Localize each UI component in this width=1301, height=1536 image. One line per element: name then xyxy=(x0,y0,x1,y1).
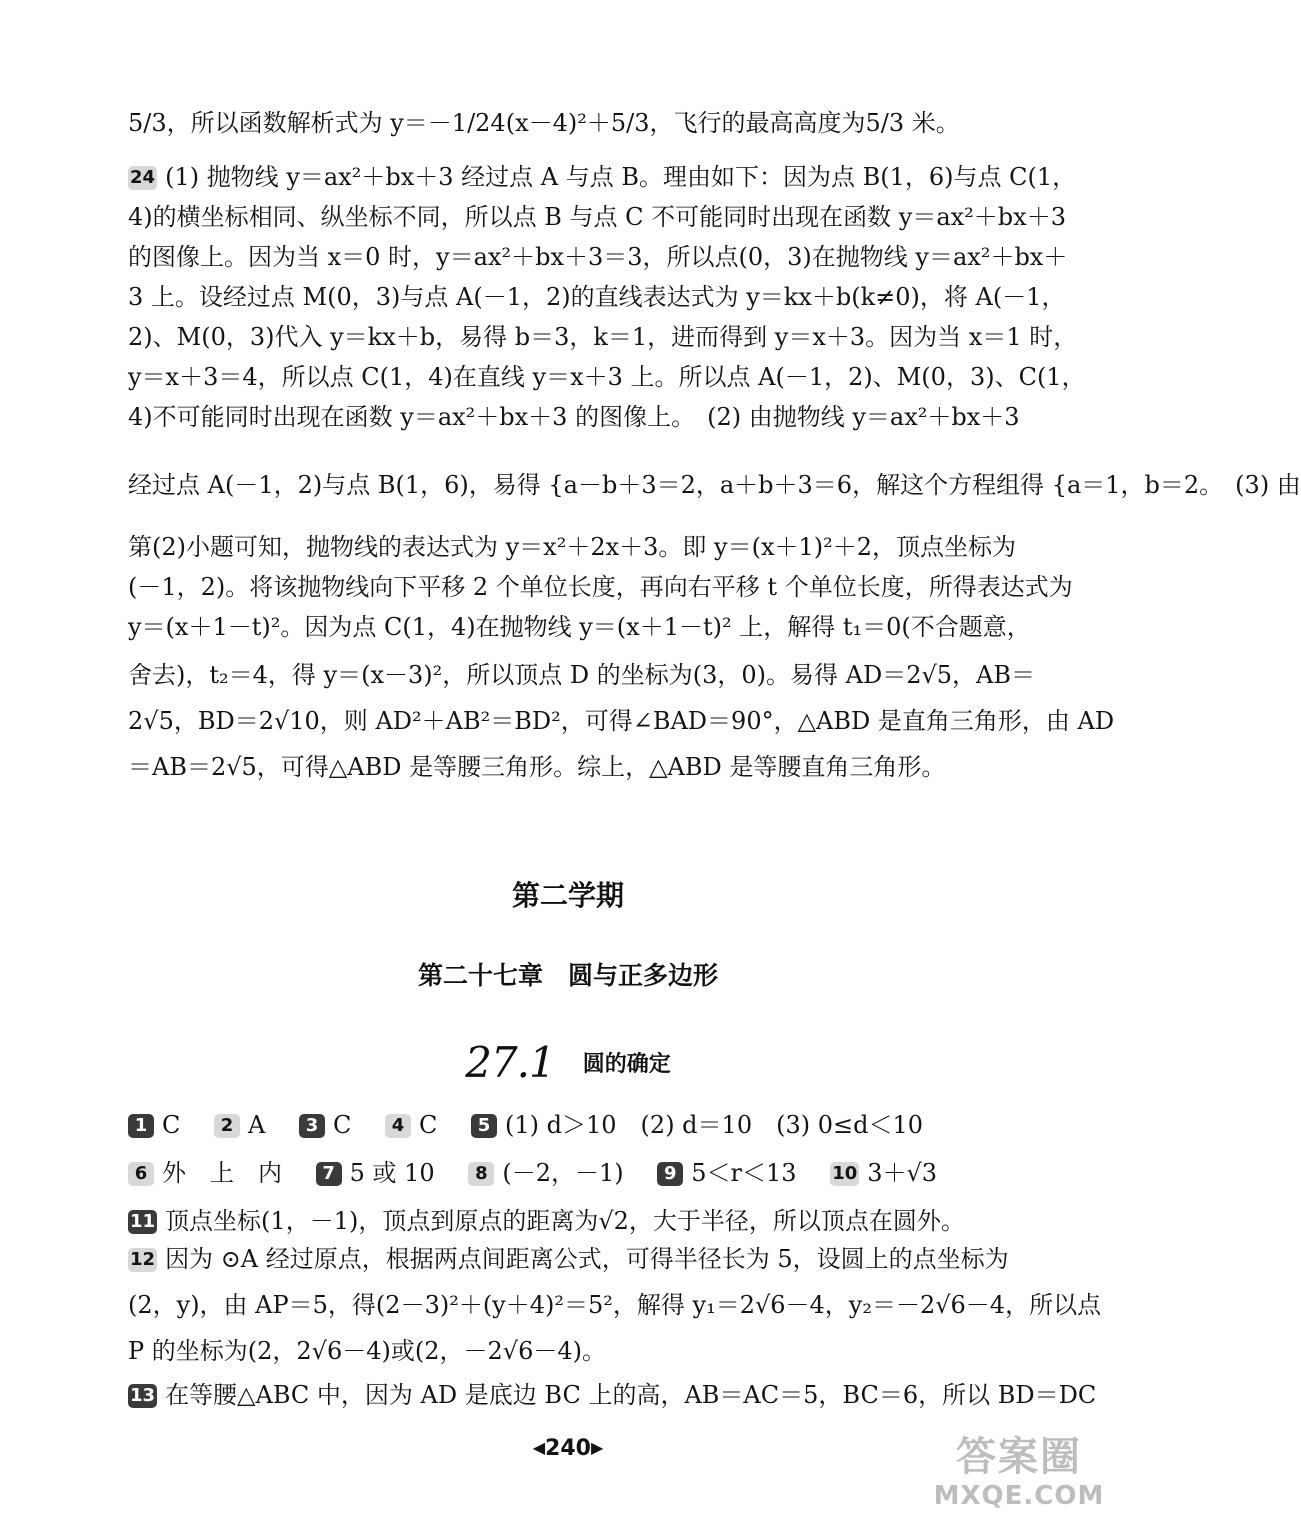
answer-number-badge: 10 xyxy=(832,1163,858,1184)
answer-text: 3＋√3 xyxy=(867,1159,938,1187)
q24-line-10: (－1，2)。将该抛物线向下平移 2 个单位长度，再向右平移 t 个单位长度，所得表达式为 xyxy=(128,573,1073,601)
page-number-text: 240 xyxy=(545,1436,591,1461)
q24-line-14: ＝AB＝2√5，可得△ABD 是等腰三角形。综上，△ABD 是等腰直角三角形。 xyxy=(128,753,946,781)
answer-item xyxy=(299,1111,377,1139)
q24-line-8: 经过点 A(－1，2)与点 B(1，6)，易得 {a－b＋3＝2，a＋b＋3＝6，解这个方程组得 {a＝1，b＝2。 (3) 由 xyxy=(128,471,1301,499)
answers-row-1 xyxy=(128,1110,949,1140)
answer-item xyxy=(385,1111,463,1139)
answers-row-2 xyxy=(128,1158,963,1188)
page-number xyxy=(128,1436,1008,1461)
answer-item xyxy=(214,1111,291,1139)
chapter-title: 第二十七章 圆与正多边形 xyxy=(417,961,718,990)
answer-number-badge: 6 xyxy=(128,1162,154,1186)
question-number-badge: 11 xyxy=(130,1211,156,1232)
q24-line-11: y＝(x＋1－t)²。因为点 C(1，4)在抛物线 y＝(x＋1－t)² 上，解得 t₁＝0(不合题意， xyxy=(128,613,1031,641)
watermark-line-1: 答案圈 xyxy=(956,1434,1082,1480)
answer-text: C xyxy=(162,1111,181,1139)
section-title: 圆的确定 xyxy=(582,1052,671,1077)
answer-number-badge: 3 xyxy=(299,1114,325,1138)
answer-item xyxy=(316,1159,461,1187)
answer-number-badge: 2 xyxy=(214,1114,240,1138)
answer-item xyxy=(468,1159,649,1187)
prev-solution-line: 5/3，所以函数解析式为 y＝－1/24(x－4)²＋5/3，飞行的最高高度为5/3 米。 xyxy=(128,109,960,137)
q12-text: 因为 ⊙A 经过原点，根据两点间距离公式，可得半径长为 5，设圆上的点坐标为 xyxy=(165,1245,1009,1273)
q12-line-1 xyxy=(128,1244,1009,1274)
q24-line-13: 2√5，BD＝2√10，则 AD²＋AB²＝BD²，可得∠BAD＝90°，△ABD 是直角三角形，由 AD xyxy=(128,707,1115,735)
q24-line-4: 3 上。设经过点 M(0，3)与点 A(－1，2)的直线表达式为 y＝kx＋b(k≠0)，将 A(－1， xyxy=(128,283,1066,311)
question-number-badge: 24 xyxy=(130,167,156,188)
answer-number-badge: 7 xyxy=(316,1162,342,1186)
answer-text: 5 或 10 xyxy=(349,1159,435,1187)
answer-text: 外 上 内 xyxy=(162,1159,282,1187)
answer-item xyxy=(830,1159,963,1187)
answer-number-badge: 4 xyxy=(385,1114,411,1138)
answer-number-badge: 1 xyxy=(128,1114,154,1138)
right-triangle-icon: ▶ xyxy=(590,1438,604,1457)
q24-line-9: 第(2)小题可知，抛物线的表达式为 y＝x²＋2x＋3。即 y＝(x＋1)²＋2，顶点坐标为 xyxy=(128,533,1017,561)
section-heading xyxy=(128,1038,1008,1087)
watermark-line-2: MXQE.COM xyxy=(933,1481,1105,1511)
answer-text: A xyxy=(248,1111,266,1139)
question-number-badge: 12 xyxy=(130,1249,156,1270)
question-number-badge: 13 xyxy=(130,1385,156,1406)
section-number: 27.1 xyxy=(465,1038,555,1087)
q24-text: (1) 抛物线 y＝ax²＋bx＋3 经过点 A 与点 B。理由如下：因为点 B(1，6)与点 C(1， xyxy=(165,163,1077,191)
answer-text: 5＜r＜13 xyxy=(691,1159,797,1187)
answer-item xyxy=(128,1159,308,1187)
semester-title: 第二学期 xyxy=(511,879,624,912)
answer-number-badge: 9 xyxy=(657,1162,683,1186)
answer-number-badge: 5 xyxy=(471,1114,497,1138)
q11-text: 顶点坐标(1，－1)，顶点到原点的距离为√2，大于半径，所以顶点在圆外。 xyxy=(165,1207,965,1235)
answer-item xyxy=(471,1111,949,1139)
q24-line-2: 4)的横坐标相同、纵坐标不同，所以点 B 与点 C 不可能同时出现在函数 y＝ax²＋bx＋3 xyxy=(128,203,1066,231)
q12-line-3: P 的坐标为(2，2√6－4)或(2，－2√6－4)。 xyxy=(128,1337,606,1365)
q11-line xyxy=(128,1206,965,1236)
q12-line-2: (2，y)，由 AP＝5，得(2－3)²＋(y＋4)²＝5²，解得 y₁＝2√6－4，y₂＝－2√6－4，所以点 xyxy=(128,1291,1102,1319)
q13-text: 在等腰△ABC 中，因为 AD 是底边 BC 上的高，AB＝AC＝5，BC＝6，所以 BD＝DC xyxy=(165,1381,1097,1409)
watermark-logo xyxy=(924,1434,1114,1524)
answer-item xyxy=(657,1159,822,1187)
q24-line-7: 4)不可能同时出现在函数 y＝ax²＋bx＋3 的图像上。 (2) 由抛物线 y＝ax²＋bx＋3 xyxy=(128,403,1020,431)
q24-line-12: 舍去)，t₂＝4，得 y＝(x－3)²，所以顶点 D 的坐标为(3，0)。易得 AD＝2√5，AB＝ xyxy=(128,661,1036,689)
answer-number-badge: 8 xyxy=(468,1162,494,1186)
answer-text: C xyxy=(333,1111,352,1139)
q13-line xyxy=(128,1380,1096,1410)
q24-line-3: 的图像上。因为当 x＝0 时，y＝ax²＋bx＋3＝3，所以点(0，3)在抛物线 y＝ax²＋bx＋ xyxy=(128,243,1068,271)
q24-line-1 xyxy=(128,162,1076,192)
answer-text: C xyxy=(419,1111,438,1139)
answer-text: (1) d＞10 (2) d＝10 (3) 0≤d＜10 xyxy=(505,1111,923,1139)
answer-item xyxy=(128,1111,206,1139)
q24-line-6: y＝x＋3＝4，所以点 C(1，4)在直线 y＝x＋3 上。所以点 A(－1，2)、M(0，3)、C(1， xyxy=(128,363,1086,391)
left-triangle-icon: ◀ xyxy=(532,1438,546,1457)
q24-line-5: 2)、M(0，3)代入 y＝kx＋b，易得 b＝3，k＝1，进而得到 y＝x＋3。因为当 x＝1 时， xyxy=(128,323,1078,351)
answer-text: (－2，－1) xyxy=(502,1159,624,1187)
